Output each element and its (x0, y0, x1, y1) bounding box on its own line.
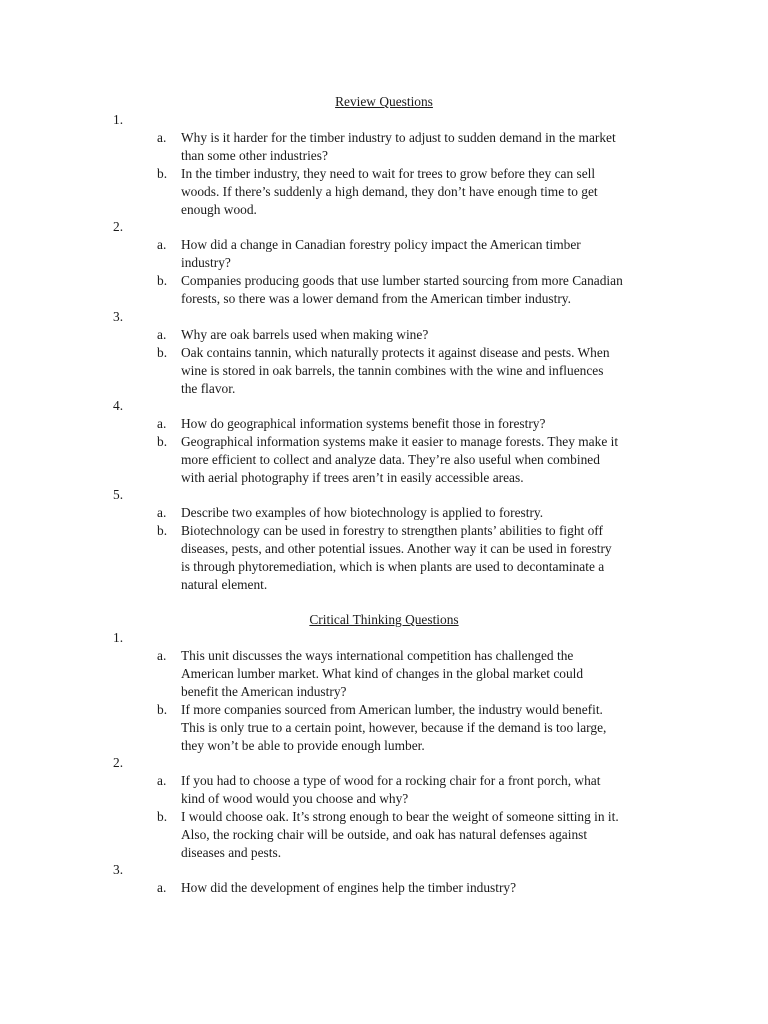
part-marker: a. (157, 880, 167, 895)
question-text-line: How do geographical information systems benefit those in forestry? (181, 416, 546, 431)
answer-text-line: wine is stored in oak barrels, the tannin combines with the wine and influences (181, 363, 604, 378)
answer-text-line: Biotechnology can be used in forestry to strengthen plants’ abilities to fight off (181, 523, 603, 538)
answer-text-line: with aerial photography if trees aren’t in easily accessible areas. (181, 470, 524, 485)
question-text-line: benefit the American industry? (181, 684, 347, 699)
part-marker: b. (157, 809, 168, 824)
question-text-line: kind of wood would you choose and why? (181, 791, 409, 806)
part-marker: b. (157, 166, 168, 181)
answer-text-line: forests, so there was a lower demand from the American timber industry. (181, 291, 571, 306)
question-number: 3. (113, 309, 124, 324)
question-number: 2. (113, 219, 124, 234)
part-marker: a. (157, 648, 167, 663)
question-number: 4. (113, 398, 124, 413)
answer-text-line: diseases and pests. (181, 845, 282, 860)
question-text-line: How did the development of engines help the timber industry? (181, 880, 517, 895)
part-marker: b. (157, 434, 168, 449)
section-heading-review: Review Questions (335, 94, 433, 109)
answer-text-line: the flavor. (181, 381, 236, 396)
answer-text-line: I would choose oak. It’s strong enough to bear the weight of someone sitting in it. (181, 809, 619, 824)
question-number: 1. (113, 112, 124, 127)
answer-text-line: woods. If there’s suddenly a high demand, they don’t have enough time to get (181, 184, 598, 199)
question-text-line: This unit discusses the ways international competition has challenged the (181, 648, 574, 663)
answer-text-line: In the timber industry, they need to wait for trees to grow before they can sell (181, 166, 596, 181)
answer-text-line: enough wood. (181, 202, 257, 217)
part-marker: a. (157, 773, 167, 788)
answer-text-line: Geographical information systems make it easier to manage forests. They make it (181, 434, 619, 449)
answer-text-line: natural element. (181, 577, 268, 592)
question-text-line: Describe two examples of how biotechnology is applied to forestry. (181, 505, 544, 520)
part-marker: b. (157, 702, 168, 717)
question-number: 2. (113, 755, 124, 770)
answer-text-line: is through phytoremediation, which is when plants are used to decontaminate a (181, 559, 605, 574)
answer-text-line: Oak contains tannin, which naturally protects it against disease and pests. When (181, 345, 610, 360)
answer-text-line: more efficient to collect and analyze data. They’re also useful when combined (181, 452, 600, 467)
question-text-line: Why is it harder for the timber industry to adjust to sudden demand in the market (181, 130, 616, 145)
question-text-line: How did a change in Canadian forestry policy impact the American timber (181, 237, 581, 252)
question-text-line: Why are oak barrels used when making wine? (181, 327, 429, 342)
answer-text-line: If more companies sourced from American lumber, the industry would benefit. (181, 702, 603, 717)
answer-text-line: Also, the rocking chair will be outside, and oak has natural defenses against (181, 827, 588, 842)
answer-text-line: Companies producing goods that use lumber started sourcing from more Canadian (181, 273, 623, 288)
part-marker: b. (157, 523, 168, 538)
section-heading-critical-thinking: Critical Thinking Questions (309, 612, 459, 627)
part-marker: b. (157, 345, 168, 360)
part-marker: a. (157, 237, 167, 252)
question-number: 3. (113, 862, 124, 877)
part-marker: a. (157, 416, 167, 431)
question-text-line: than some other industries? (181, 148, 328, 163)
answer-text-line: This is only true to a certain point, however, because if the demand is too large, (181, 720, 607, 735)
part-marker: a. (157, 130, 167, 145)
part-marker: a. (157, 505, 167, 520)
part-marker: b. (157, 273, 168, 288)
answer-text-line: diseases, pests, and other potential issues. Another way it can be used in forestry (181, 541, 612, 556)
part-marker: a. (157, 327, 167, 342)
question-text-line: If you had to choose a type of wood for a rocking chair for a front porch, what (181, 773, 601, 788)
answer-text-line: they won’t be able to provide enough lumber. (181, 738, 425, 753)
question-number: 1. (113, 630, 124, 645)
question-text-line: industry? (181, 255, 231, 270)
question-text-line: American lumber market. What kind of changes in the global market could (181, 666, 584, 681)
question-number: 5. (113, 487, 124, 502)
